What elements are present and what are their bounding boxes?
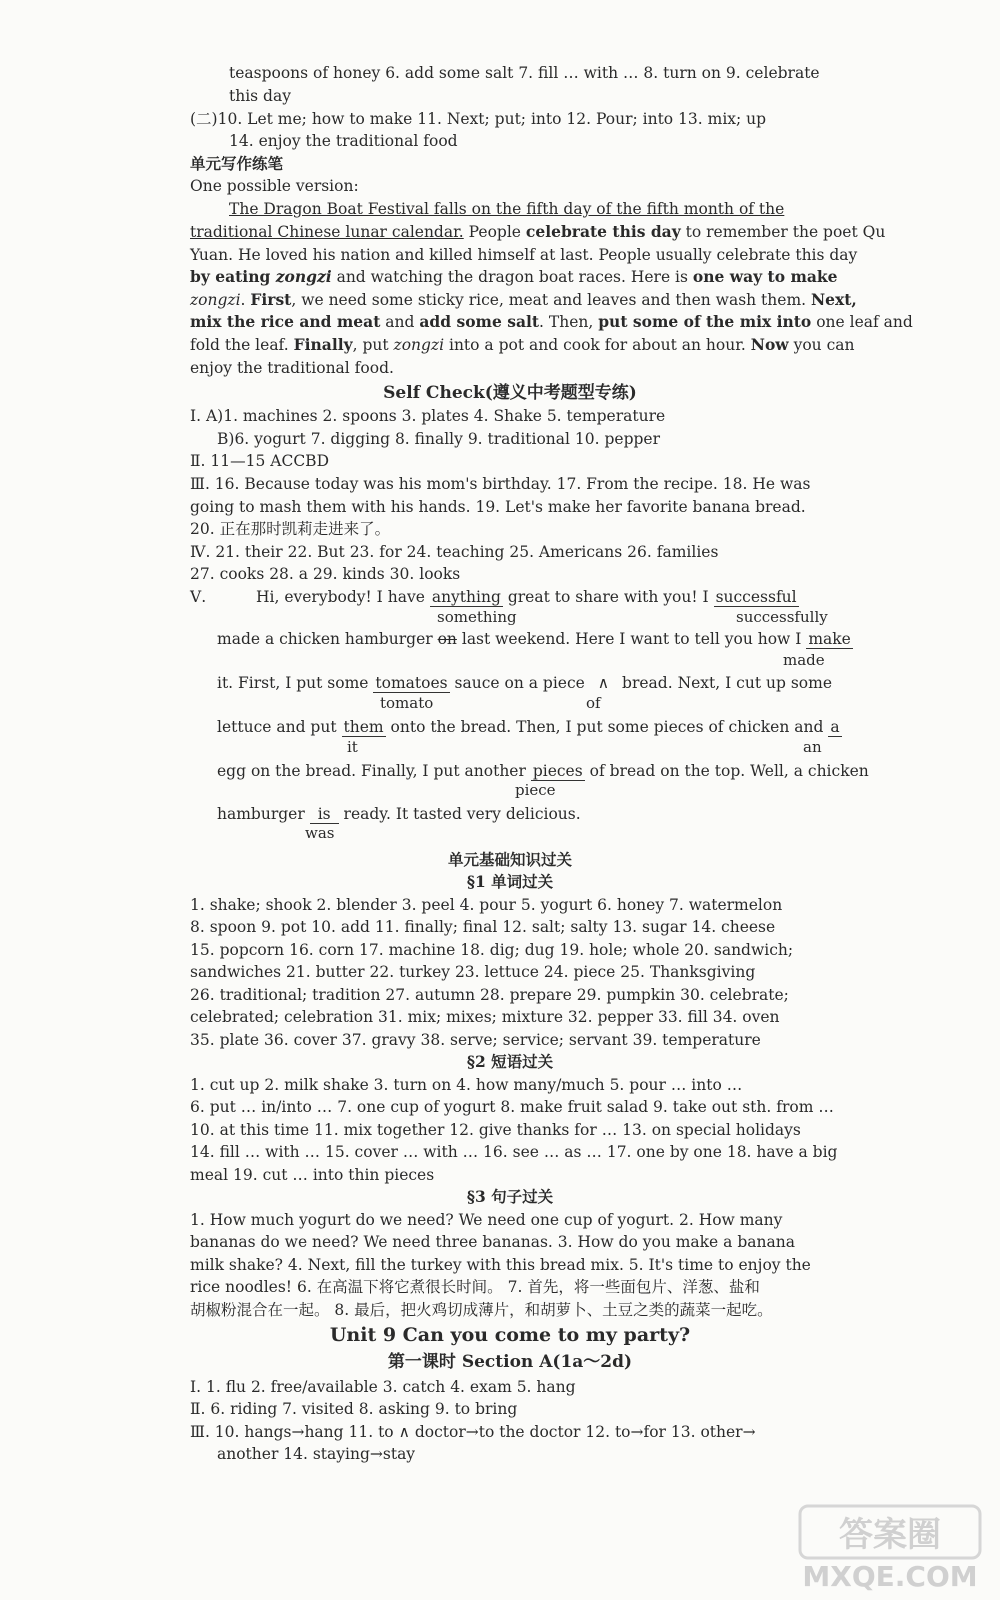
correction-word: of (586, 694, 601, 712)
writing-text: you can (788, 336, 855, 354)
selfcheck-III-3: 20. 正在那时凯莉走进来了。 (190, 520, 391, 538)
sentences-line: rice noodles! 6. 在高温下将它煮很长时间。 7. 首先，将一些面包片、洋葱、盐和 (190, 1278, 760, 1296)
correction-text: ready. It tasted very delicious. (343, 805, 581, 823)
sentences-line: 1. How much yogurt do we need? We need one cup of yogurt. 2. How many (190, 1211, 783, 1229)
writing-text: and (380, 313, 420, 331)
correction-text: Hi, everybody! I have (256, 588, 425, 606)
writing-text: traditional Chinese lunar calendar. (190, 223, 464, 241)
selfcheck-III-1: Ⅲ. 16. Because today was his mom's birthday. 17. From the recipe. 18. He was (190, 475, 811, 493)
error-word: a (830, 718, 840, 736)
writing-text: . (240, 291, 251, 309)
correction-line-6 (217, 803, 581, 825)
basics-s2: §2 短语过关 (466, 1052, 554, 1071)
correction-word: tomato (380, 694, 434, 712)
writing-intro: One possible version: (190, 177, 359, 195)
correction-text: of bread on the top. Well, a chicken (589, 762, 869, 780)
words-line: sandwiches 21. butter 22. turkey 23. lettuce 24. piece 25. Thanksgiving (190, 963, 756, 981)
phrases-line: 1. cut up 2. milk shake 3. turn on 4. how many/much 5. pour … into … (190, 1076, 743, 1094)
words-line: 26. traditional; tradition 27. autumn 28. prepare 29. pumpkin 30. celebrate; (190, 986, 789, 1004)
writing-text: to remember the poet Qu (680, 223, 886, 241)
error-word: anything (431, 588, 501, 606)
writing-keyword: add some salt (419, 312, 540, 331)
writing-text: zongzi (190, 291, 241, 309)
correction-text: hamburger (217, 805, 305, 823)
correction-word: successfully (736, 608, 828, 626)
phrases-line: meal 19. cut … into thin pieces (190, 1166, 435, 1184)
writing-text: fold the leaf. (190, 336, 294, 354)
writing-para-line (190, 311, 913, 333)
unit9-title: Unit 9 Can you come to my party? (329, 1324, 691, 1346)
writing-para-line (190, 221, 885, 243)
writing-text: The Dragon Boat Festival falls on the fifth day of the fifth month of the (229, 200, 785, 218)
svg-text:MXQE.COM: MXQE.COM (802, 1560, 978, 1593)
writing-text: enjoy the traditional food. (190, 359, 394, 377)
correction-word: was (305, 824, 335, 842)
svg-text:答案圈: 答案圈 (839, 1515, 941, 1555)
selfcheck-V-label: Ⅴ. (190, 588, 207, 606)
sentences-line: milk shake? 4. Next, fill the turkey with this bread mix. 5. It's time to enjoy the (190, 1256, 811, 1274)
error-word: successful (715, 588, 797, 606)
writing-keyword: one way to make (692, 267, 838, 286)
unit9-line: another 14. staying→stay (217, 1445, 416, 1463)
selfcheck-II: Ⅱ. 11—15 ACCBD (190, 452, 329, 470)
writing-keyword: First (250, 290, 292, 309)
writing-text: , we need some sticky rice, meat and leaves and then wash them. (291, 291, 811, 309)
correction-text: sauce on a piece (454, 674, 585, 692)
basics-title: 单元基础知识过关 (447, 850, 572, 869)
writing-keyword: by eating (190, 267, 276, 286)
writing-text: one leaf and (811, 313, 913, 331)
writing-text: . Then, (539, 313, 599, 331)
selfcheck-IV-2: 27. cooks 28. a 29. kinds 30. looks (190, 565, 461, 583)
correction-text: last weekend. Here I want to tell you how I (461, 630, 802, 648)
writing-text: into a pot and cook for about an hour. (444, 336, 751, 354)
sentences-line: 胡椒粉混合在一起。 8. 最后，把火鸡切成薄片，和胡萝卜、土豆之类的蔬菜一起吃。 (190, 1301, 773, 1319)
writing-para-line (190, 266, 838, 288)
correction-line-1 (256, 586, 799, 608)
error-word: is (310, 805, 339, 824)
writing-para-line (190, 357, 394, 379)
top-line-3: (二)10. Let me; how to make 11. Next; put; into 12. Pour; into 13. mix; up (190, 110, 767, 128)
phrases-line: 6. put … in/into … 7. one cup of yogurt 8. make fruit salad 9. take out sth. from … (190, 1098, 834, 1116)
basics-s1: §1 单词过关 (466, 872, 554, 891)
writing-keyword: Finally (293, 335, 353, 354)
selfcheck-I-b: B)6. yogurt 7. digging 8. finally 9. traditional 10. pepper (217, 430, 661, 448)
unit9-line: Ⅱ. 6. riding 7. visited 8. asking 9. to bring (190, 1400, 518, 1418)
writing-text: Yuan. He loved his nation and killed himself at last. People usually celebrate this day (190, 246, 858, 264)
correction-text: it. First, I put some (217, 674, 369, 692)
words-line: 15. popcorn 16. corn 17. machine 18. dig; dug 19. hole; whole 20. sandwich; (190, 941, 794, 959)
writing-keyword: zongzi (275, 267, 332, 286)
unit9-line: Ⅲ. 10. hangs→hang 11. to ∧ doctor→to the doctor 12. to→for 13. other→ (190, 1423, 756, 1441)
correction-line-5 (217, 760, 869, 782)
selfcheck-title: Self Check(遵义中考题型专练) (383, 383, 637, 403)
writing-para-line (229, 198, 784, 220)
writing-text: People (463, 223, 526, 241)
correction-word: an (803, 738, 822, 756)
basics-s3: §3 句子过关 (466, 1187, 554, 1206)
error-word: on (437, 630, 457, 648)
correction-text: egg on the bread. Finally, I put another (217, 762, 526, 780)
sentences-line: bananas do we need? We need three bananas. 3. How do you make a banana (190, 1233, 795, 1251)
top-line-4: 14. enjoy the traditional food (229, 132, 458, 150)
watermark-logo-icon (760, 1504, 990, 1594)
words-line: 1. shake; shook 2. blender 3. peel 4. pour 5. yogurt 6. honey 7. watermelon (190, 896, 783, 914)
writing-keyword: Next, (811, 290, 857, 309)
writing-heading: 单元写作练笔 (190, 154, 284, 173)
top-line-2: this day (229, 87, 291, 105)
correction-text: lettuce and put (217, 718, 337, 736)
correction-text: great to share with you! I (507, 588, 709, 606)
words-line: 35. plate 36. cover 37. gravy 38. serve; service; servant 39. temperature (190, 1031, 761, 1049)
correction-word: made (783, 651, 825, 669)
correction-line-2 (217, 628, 853, 650)
correction-text: onto the bread. Then, I put some pieces of chicken and (390, 718, 824, 736)
insert-mark: ∧ (597, 674, 610, 692)
writing-keyword: put some of the mix into (598, 312, 812, 331)
phrases-line: 10. at this time 11. mix together 12. give thanks for … 13. on special holidays (190, 1121, 801, 1139)
unit9-subtitle: 第一课时 Section A(1a～2d) (387, 1352, 633, 1372)
error-word: them (343, 718, 384, 736)
correction-text: made a chicken hamburger (217, 630, 433, 648)
error-word: make (808, 630, 851, 648)
writing-keyword: celebrate this day (525, 222, 681, 241)
correction-word: it (347, 738, 358, 756)
unit9-line: Ⅰ. 1. flu 2. free/available 3. catch 4. exam 5. hang (190, 1378, 576, 1396)
writing-para-line (190, 244, 857, 266)
correction-line-4 (217, 716, 842, 738)
top-line-1: teaspoons of honey 6. add some salt 7. fill … with … 8. turn on 9. celebrate (229, 64, 820, 82)
writing-para-line (190, 289, 857, 311)
correction-text: bread. Next, I cut up some (622, 674, 832, 692)
words-line: celebrated; celebration 31. mix; mixes; mixture 32. pepper 33. fill 34. oven (190, 1008, 780, 1026)
words-line: 8. spoon 9. pot 10. add 11. finally; final 12. salt; salty 13. sugar 14. cheese (190, 918, 776, 936)
writing-para-line (190, 334, 854, 356)
phrases-line: 14. fill … with … 15. cover … with … 16. see … as … 17. one by one 18. have a big (190, 1143, 838, 1161)
writing-text: , put (352, 336, 394, 354)
writing-keyword: mix the rice and meat (190, 312, 381, 331)
writing-text: and watching the dragon boat races. Here is (331, 268, 693, 286)
error-word: pieces (532, 762, 583, 780)
selfcheck-IV-1: Ⅳ. 21. their 22. But 23. for 24. teaching 25. Americans 26. families (190, 543, 719, 561)
writing-keyword: Now (750, 335, 789, 354)
correction-word: something (437, 608, 517, 626)
selfcheck-I-a: Ⅰ. A)1. machines 2. spoons 3. plates 4. Shake 5. temperature (190, 407, 666, 425)
error-word: tomatoes (375, 674, 448, 692)
correction-line-3 (217, 672, 832, 694)
correction-word: piece (515, 781, 556, 799)
watermark-logo (760, 1504, 990, 1594)
selfcheck-III-2: going to mash them with his hands. 19. Let's make her favorite banana bread. (190, 498, 806, 516)
writing-text: zongzi (393, 336, 445, 354)
